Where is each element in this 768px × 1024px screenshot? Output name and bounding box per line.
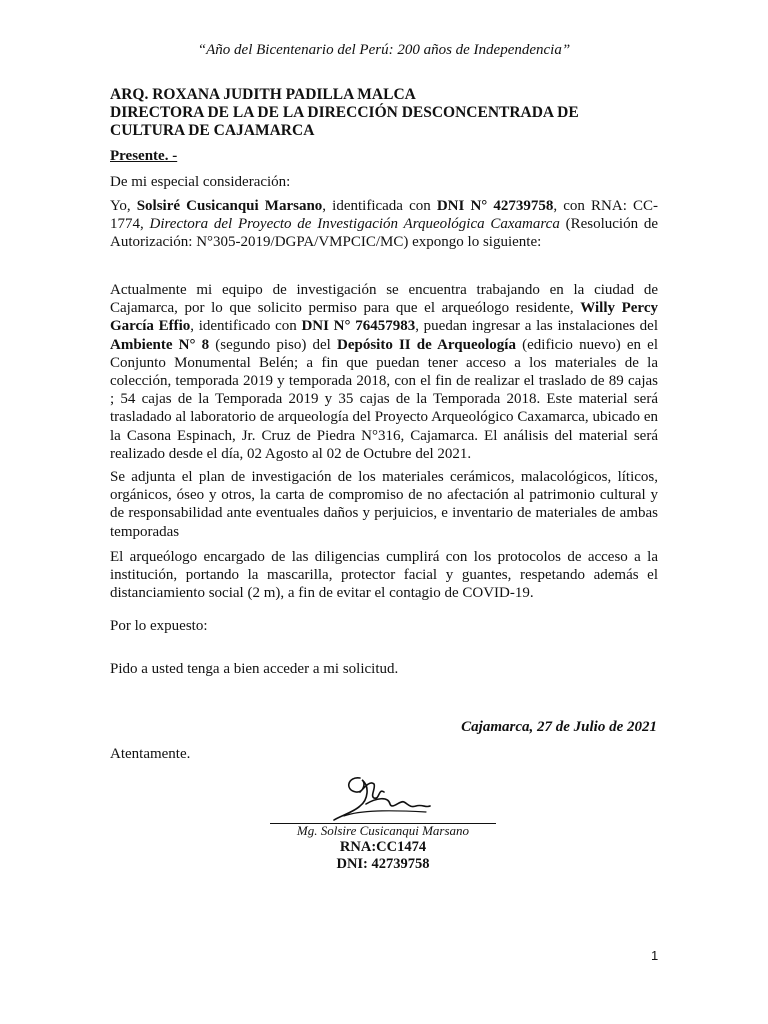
addressee-office: CULTURA DE CAJAMARCA [110, 122, 315, 139]
sender-dni: DNI N° 42739758 [436, 198, 554, 214]
signatory-name: Mg. Solsire Cusicanqui Marsano [296, 823, 470, 838]
addressee-block [110, 86, 670, 140]
addressee-title: DIRECTORA DE LA DE LA DIRECCIÓN DESCONCENTRADA DE [110, 104, 579, 121]
deposito-label: Depósito II de Arqueología [336, 336, 516, 353]
intro-paragraph: Yo, Solsiré Cusicanqui Marsano, identificada con DNI N° 42739758, con RNA: CC-1774, Directora del Proyecto de Investigación Arqueológica Caxamarca (Resolución de Autorización: N°305-2019/DGPA/VMPCIC/MC) expongo lo siguiente: [110, 198, 658, 251]
protocols-paragraph: El arqueólogo encargado de las diligencias cumplirá con los protocolos de acceso a la institución, portando la mascarilla, protector facial y guantes, respetando además el distanciamiento social (2 m), a fin de evitar el contagio de COVID-19. [110, 549, 658, 602]
addressee-name: ARQ. ROXANA JUDITH PADILLA MALCA [110, 86, 416, 103]
attachments-paragraph: Se adjunta el plan de investigación de los materiales cerámicos, malacológicos, líticos, orgánicos, óseo y otros, la carta de compromiso de no afectación al patrimonio cultural y de responsabilidad ante eventuales daños y perjuicios, e inventario de materiales de ambas temporadas [110, 469, 658, 540]
request-paragraph: Actualmente mi equipo de investigación se encuentra trabajando en la ciudad de Cajamarca, por lo que solicito permiso para que el arqueólogo residente, Willy Percy García Effio, identificado con DNI N° 76457983, puedan ingresar a las instalaciones del Ambiente N° 8 (segundo piso) del Depósito II de Arqueología (edificio nuevo) en el Conjunto Monumental Belén; a fin que puedan tener acceso a los materiales de la colección, temporada 2019 y temporada 2018, con el fin de realizar el traslado de 89 cajas ; 54 cajas de la Temporada 2019 y 35 cajas de la Temporada 2018. Este material será trasladado al laboratorio de arqueología del Proyecto Arqueológico Caxamarca, ubicado en la Casona Espinach, Jr. Cruz de Piedra N°316, Cajamarca. El análisis del material será realizado desde el día, 02 Agosto al 02 de Octubre del 2021. [110, 282, 658, 462]
resident-name: Willy Percy García Effio [110, 300, 658, 335]
sender-role: Directora del Proyecto de Investigación Arqueológica Caxamarca [149, 216, 560, 233]
letter-date: Cajamarca, 27 de Julio de 2021 [461, 719, 657, 735]
signatory-rna: RNA:CC1474 [339, 839, 427, 855]
closing-request: Pido a usted tenga a bien acceder a mi solicitud. [110, 661, 399, 677]
closing-expuesto: Por lo expuesto: [110, 618, 208, 634]
resident-dni: DNI N° 76457983 [301, 318, 416, 335]
handwritten-signature [330, 770, 440, 826]
presente-heading: Presente. - [110, 148, 178, 164]
sender-name: Solsiré Cusicanqui Marsano [136, 198, 323, 214]
page-number: 1 [651, 948, 659, 963]
ambiente-label: Ambiente N° 8 [110, 336, 210, 353]
year-motto: “Año del Bicentenario del Perú: 200 años de Independencia” [197, 42, 571, 58]
regards: Atentamente. [110, 746, 191, 762]
signatory-dni: DNI: 42739758 [336, 856, 430, 872]
greeting: De mi especial consideración: [110, 174, 291, 190]
